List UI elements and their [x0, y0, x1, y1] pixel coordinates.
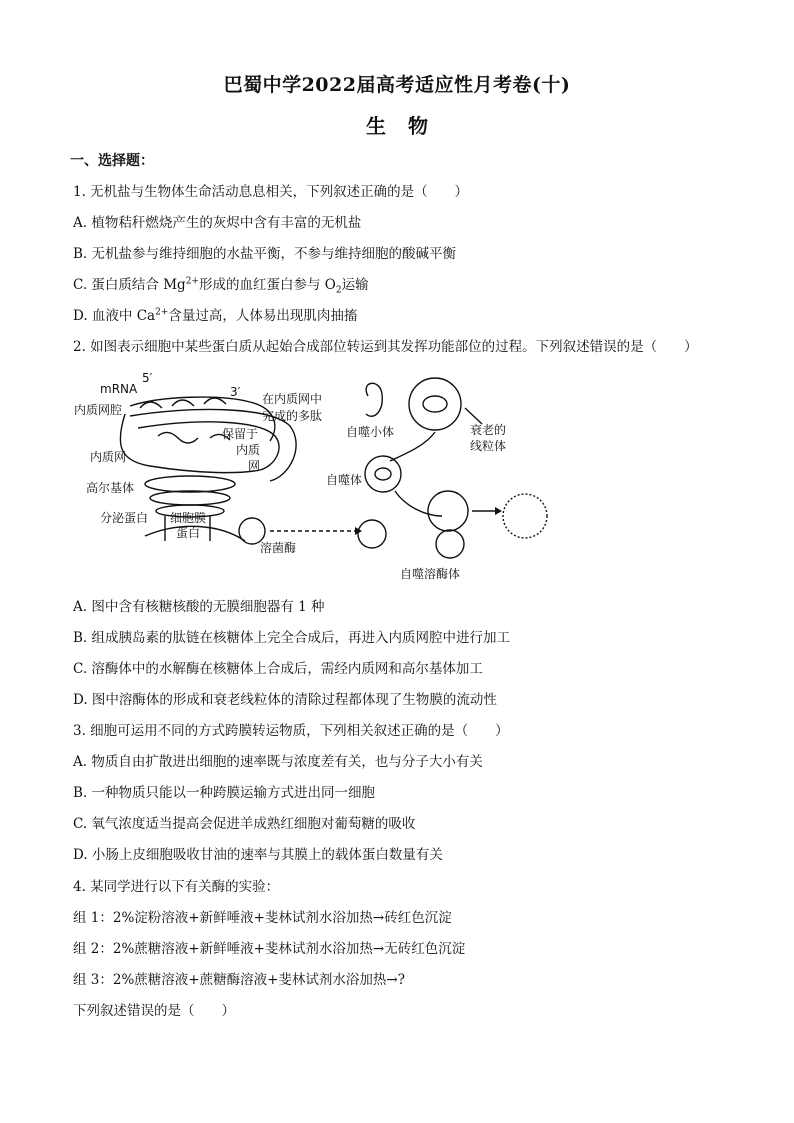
autophagosome: [365, 456, 401, 492]
label-retained-3: 网: [248, 459, 261, 473]
q2-option-b: B. 组成胰岛素的肽链在核糖体上完全合成后，再进入内质网腔中进行加工: [73, 630, 511, 646]
label-retained-1: 保留于: [222, 427, 259, 441]
autophagosome-content: [375, 468, 391, 480]
q4-group-1: 组 1：2%淀粉溶液+新鲜唾液+斐林试剂水浴加热→砖红色沉淀: [73, 910, 452, 926]
label-aging-1: 衰老的: [470, 423, 507, 437]
q1-c-sup: 2+: [185, 276, 199, 287]
label-autophagosome: 自噬体: [326, 473, 363, 487]
q3-option-b: B. 一种物质只能以一种跨膜运输方式进出同一细胞: [73, 785, 376, 801]
q1-c-text-2: 形成的血红蛋白参与 O: [198, 277, 336, 293]
label-lysozyme: 溶菌酶: [260, 541, 297, 555]
label-5-prime: 5′: [142, 371, 153, 385]
q3-stem: 3. 细胞可运用不同的方式跨膜转运物质，下列相关叙述正确的是（ ）: [73, 723, 509, 739]
label-aging-2: 线粒体: [470, 439, 507, 453]
q1-d-text-2: 含量过高，人体易出现肌肉抽搐: [168, 308, 358, 324]
label-er-lumen: 内质网腔: [74, 403, 123, 417]
q2-option-a: A. 图中含有核糖核酸的无膜细胞器有 1 种: [73, 599, 325, 615]
q1-option-a: A. 植物秸秆燃烧产生的灰烬中含有丰富的无机盐: [73, 215, 362, 231]
q1-c-text-1: C. 蛋白质结合 Mg: [73, 277, 186, 293]
label-autophagic-vesicle: 自噬小体: [346, 425, 395, 439]
q1-option-b: B. 无机盐参与维持细胞的水盐平衡，不参与维持细胞的酸碱平衡: [73, 246, 457, 262]
subject-title: [0, 110, 794, 139]
aging-pointer: [465, 408, 482, 424]
arrow-to-fusion: [395, 491, 442, 516]
autophagic-vesicle: [366, 383, 382, 416]
label-retained-2: 内质: [236, 443, 261, 457]
fusion-body: [428, 491, 468, 531]
q4-group-3: 组 3：2%蔗糖溶液+蔗糖酶溶液+斐林试剂水浴加热→?: [73, 972, 405, 988]
golgi-cisterna-1: [145, 476, 235, 492]
autolysosome: [436, 530, 464, 558]
lysosome-vesicle-2: [358, 520, 386, 548]
label-3-prime: 3′: [230, 385, 241, 399]
aging-mitochondrion-membrane: [409, 378, 461, 430]
q1-c-text-3: 运输: [341, 277, 369, 293]
arrowhead-2: [495, 507, 502, 515]
q3-option-c: C. 氧气浓度适当提高会促进羊成熟红细胞对葡萄糖的吸收: [73, 816, 416, 832]
label-autolysosome: 自噬溶酶体: [400, 567, 461, 581]
q1-c-sub: 2: [335, 285, 342, 296]
q4-group-2: 组 2：2%蔗糖溶液+新鲜唾液+斐林试剂水浴加热→无砖红色沉淀: [73, 941, 466, 957]
aging-mitochondrion: [423, 396, 447, 412]
label-membrane-2: 蛋白: [176, 526, 201, 540]
label-membrane-1: 细胞膜: [170, 511, 207, 525]
q1-option-d: [73, 307, 357, 325]
label-er: 内质网: [90, 450, 127, 464]
protein-transport-diagram: [70, 366, 550, 586]
q3-option-a: A. 物质自由扩散进出细胞的速率既与浓度差有关，也与分子大小有关: [73, 754, 483, 770]
q1-d-text-1: D. 血液中 Ca: [73, 308, 156, 324]
exam-title: 巴蜀中学2022届高考适应性月考卷(十): [223, 74, 571, 96]
label-er-made-1: 在内质网中: [262, 392, 323, 406]
digested-vesicle: [503, 494, 547, 538]
label-secreted: 分泌蛋白: [100, 511, 149, 525]
q1-d-sup: 2+: [155, 307, 169, 318]
label-mrna: mRNA: [100, 382, 138, 396]
arrow-to-autophagosome: [390, 432, 435, 461]
q1-stem: 1. 无机盐与生物体生命活动息息相关，下列叙述正确的是（ ）: [73, 184, 469, 200]
label-golgi: 高尔基体: [86, 481, 135, 495]
q3-option-d: D. 小肠上皮细胞吸收甘油的速率与其膜上的载体蛋白数量有关: [73, 847, 443, 863]
q2-option-c: C. 溶酶体中的水解酶在核糖体上合成后，需经内质网和高尔基体加工: [73, 661, 483, 677]
golgi-cisterna-2: [150, 491, 230, 505]
q4-tail: 下列叙述错误的是（ ）: [73, 1003, 235, 1019]
q2-option-d: D. 图中溶酶体的形成和衰老线粒体的清除过程都体现了生物膜的流动性: [73, 692, 497, 708]
subject-char-1: 生: [366, 114, 386, 138]
q4-stem: 4. 某同学进行以下有关酶的实验：: [73, 879, 280, 895]
q1-option-c: [73, 276, 369, 294]
autophagy-illustration: [365, 378, 547, 558]
polypeptides: [158, 432, 230, 443]
section-heading: 一、选择题：: [70, 153, 154, 169]
subject-char-2: 物: [408, 114, 428, 138]
ribosomes: [140, 398, 226, 408]
label-er-made-2: 完成的多肽: [262, 409, 323, 423]
q2-stem: 2. 如图表示细胞中某些蛋白质从起始合成部位转运到其发挥功能部位的过程。下列叙述错误的是（ ）: [73, 339, 698, 355]
